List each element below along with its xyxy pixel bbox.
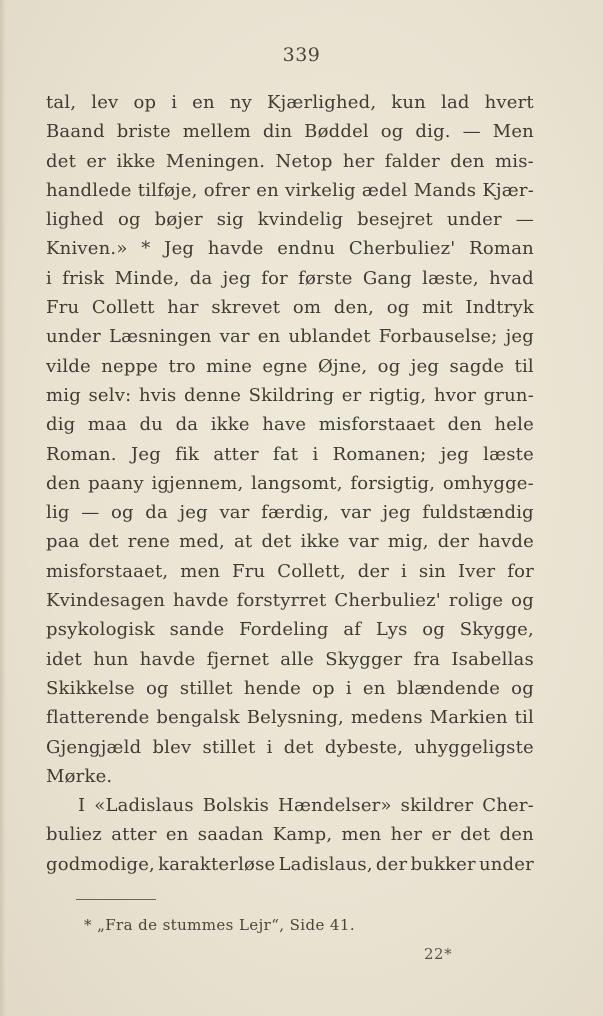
word: men xyxy=(341,824,382,846)
word: Kjær- xyxy=(482,179,534,201)
text-line xyxy=(46,557,534,586)
word: Mands xyxy=(413,179,477,201)
word: mellem xyxy=(182,121,251,143)
word: sande xyxy=(169,619,225,641)
word: grun- xyxy=(483,384,534,406)
word: forsigtig, xyxy=(350,472,436,494)
word: der xyxy=(375,853,408,875)
text-line xyxy=(46,381,534,410)
word: saadan xyxy=(197,824,264,846)
word: fra xyxy=(413,648,441,670)
word: Baand xyxy=(46,121,105,143)
word: blændende xyxy=(396,677,501,699)
word: bukker xyxy=(410,853,476,875)
word: det xyxy=(261,531,292,553)
word: hvad xyxy=(489,267,534,289)
word: i xyxy=(266,736,273,758)
word: den xyxy=(447,414,482,436)
word: Cher- xyxy=(482,795,534,817)
text-line xyxy=(46,469,534,498)
text-line xyxy=(46,703,534,732)
word: Isabellas xyxy=(451,648,534,670)
word: Markien xyxy=(429,707,508,729)
word: jeg xyxy=(179,502,208,524)
word: men xyxy=(180,560,221,582)
word: den xyxy=(499,824,534,846)
word: kun xyxy=(391,92,426,113)
text-line xyxy=(46,498,534,527)
word: din xyxy=(262,121,293,143)
word: uhyggeligste xyxy=(414,736,534,758)
word: at xyxy=(234,531,253,553)
footnote: * „Fra de stummes Lejr“, Side 41. xyxy=(84,916,355,934)
word: Roman xyxy=(469,238,534,260)
word: det xyxy=(88,531,119,553)
word: du xyxy=(139,414,164,436)
word: skildrer xyxy=(400,795,474,817)
word: Belysning, xyxy=(246,707,344,729)
word: alle xyxy=(280,648,314,670)
word: Iver xyxy=(458,560,496,582)
word: Roman. xyxy=(46,443,117,465)
word: Forbauselse; xyxy=(378,326,498,348)
word: briste xyxy=(116,121,171,143)
word: Skygge, xyxy=(459,619,534,641)
word: lad xyxy=(440,92,470,113)
word: Øjne, xyxy=(318,355,368,377)
word: jeg xyxy=(505,326,534,348)
word: første xyxy=(298,267,353,289)
word: en xyxy=(257,326,281,348)
word: flatterende xyxy=(46,707,150,729)
word: fik xyxy=(175,443,200,465)
page-binding-edge xyxy=(0,0,6,1016)
word: i xyxy=(312,443,319,465)
word: sagde xyxy=(449,355,505,377)
text-line xyxy=(46,293,534,322)
word: Læsningen xyxy=(109,326,212,348)
word: atter xyxy=(213,443,259,465)
word: sin xyxy=(418,560,447,582)
word: med, xyxy=(179,531,225,553)
word: Kamp, xyxy=(272,824,333,846)
word: læste xyxy=(483,443,534,465)
word: Collett xyxy=(91,297,155,319)
text-line xyxy=(46,674,534,703)
word: til xyxy=(514,707,534,729)
word: havde xyxy=(478,531,534,553)
word: stillet xyxy=(179,677,233,699)
word: psykologisk xyxy=(46,619,155,641)
word: Mørke. xyxy=(46,765,113,787)
word: det xyxy=(46,150,77,172)
word: op xyxy=(133,92,157,113)
word: det xyxy=(283,736,314,758)
word: under xyxy=(46,326,101,348)
word: Jeg xyxy=(164,238,195,260)
word: Romanen; xyxy=(332,443,427,465)
word: den xyxy=(450,150,485,172)
text-line xyxy=(46,820,534,849)
text-line xyxy=(46,205,534,234)
word: paany xyxy=(88,472,144,494)
word: omhygge- xyxy=(442,472,534,494)
word: Bøddel xyxy=(304,121,369,143)
word: besejret xyxy=(357,209,433,231)
word: og xyxy=(386,297,410,319)
word: Gang xyxy=(362,267,412,289)
word: ædel xyxy=(361,179,408,201)
word: op xyxy=(311,677,335,699)
word: egne xyxy=(262,355,308,377)
word: og xyxy=(380,121,404,143)
word: dig. xyxy=(415,121,451,143)
word: sig xyxy=(216,209,244,231)
word: Lys xyxy=(375,619,408,641)
word: — xyxy=(462,121,481,143)
word: er xyxy=(431,824,452,846)
word: jeg xyxy=(222,267,251,289)
word: Kniven.» xyxy=(46,238,128,260)
word: falder xyxy=(384,150,440,172)
word: i xyxy=(46,267,52,289)
word: har xyxy=(167,297,199,319)
word: idet xyxy=(46,648,82,670)
word: i xyxy=(171,92,178,113)
word: var xyxy=(340,502,371,524)
text-line xyxy=(46,88,534,117)
page-number: 339 xyxy=(282,44,321,66)
word: lig xyxy=(46,502,70,524)
word: «Ladislaus xyxy=(94,795,194,817)
word: en xyxy=(362,677,386,699)
word: selv: xyxy=(88,384,132,406)
text-line xyxy=(46,147,534,176)
word: dig xyxy=(46,414,76,436)
word: hele xyxy=(494,414,534,436)
word: Netop xyxy=(275,150,333,172)
word: Men xyxy=(492,121,534,143)
word: Hændelser» xyxy=(278,795,392,817)
word: tro xyxy=(168,355,196,377)
word: tal, xyxy=(46,92,77,113)
word: jeg xyxy=(410,355,440,377)
text-line xyxy=(46,762,534,791)
word: færdig, xyxy=(261,502,330,524)
word: jeg xyxy=(382,502,411,524)
word: fjernet xyxy=(206,648,270,670)
word: havde xyxy=(207,238,264,260)
word: bøjer xyxy=(154,209,203,231)
word: misforstaaet, xyxy=(46,560,169,582)
word: Kvindesagen xyxy=(46,590,166,612)
word: Ladislaus, xyxy=(278,853,373,875)
word: der xyxy=(357,560,390,582)
word: og xyxy=(117,209,141,231)
word: * xyxy=(141,238,151,260)
word: ikke xyxy=(116,150,156,172)
word: hvis xyxy=(138,384,177,406)
word: er xyxy=(86,150,107,172)
word: havde xyxy=(139,648,196,670)
word: dybeste, xyxy=(324,736,404,758)
word: hun xyxy=(93,648,129,670)
word: Fru xyxy=(232,560,266,582)
signature-mark: 22* xyxy=(424,945,453,963)
word: langsomt, xyxy=(251,472,343,494)
word: i xyxy=(401,560,407,582)
word: endnu xyxy=(277,238,336,260)
text-line xyxy=(46,264,534,293)
word: ikke xyxy=(210,414,250,436)
word: under xyxy=(446,209,502,231)
word: en xyxy=(256,179,279,201)
word: fuldstændig xyxy=(422,502,534,524)
word: lev xyxy=(91,92,119,113)
text-line xyxy=(46,117,534,146)
word: da xyxy=(189,267,213,289)
word: Gjengjæld xyxy=(46,736,142,758)
word: kvindelig xyxy=(257,209,344,231)
word: misforstaaet xyxy=(318,414,436,436)
word: — xyxy=(515,209,534,231)
word: da xyxy=(145,502,168,524)
word: Skygger xyxy=(325,648,403,670)
word: og xyxy=(511,590,534,612)
word: medens xyxy=(350,707,423,729)
word: var xyxy=(219,326,250,348)
word: rene xyxy=(127,531,171,553)
word: — xyxy=(81,502,100,524)
word: for xyxy=(507,560,534,582)
word: det xyxy=(460,824,491,846)
text-line xyxy=(46,733,534,762)
word: I xyxy=(78,795,86,817)
word: mine xyxy=(206,355,253,377)
word: blev xyxy=(152,736,192,758)
word: bengalsk xyxy=(156,707,240,729)
text-line xyxy=(46,527,534,556)
word: mig, xyxy=(387,531,429,553)
word: lighed xyxy=(46,209,105,231)
word: hvert xyxy=(484,92,534,113)
word: til xyxy=(514,355,534,377)
word: der xyxy=(437,531,470,553)
text-line xyxy=(46,645,534,674)
word: paa xyxy=(46,531,80,553)
word: er xyxy=(341,384,362,406)
word: rigtig, xyxy=(368,384,427,406)
word: Bolskis xyxy=(202,795,270,817)
word: den xyxy=(46,472,81,494)
word: en xyxy=(165,824,189,846)
word: frisk xyxy=(62,267,105,289)
word: og xyxy=(377,355,401,377)
word: og xyxy=(422,619,446,641)
text-line xyxy=(46,352,534,381)
word: under xyxy=(478,853,534,875)
word: Cherbuliez' xyxy=(348,238,456,260)
word: Collett, xyxy=(277,560,346,582)
word: skrevet xyxy=(211,297,281,319)
word: denne xyxy=(184,384,242,406)
word: her xyxy=(342,150,375,172)
word: ny xyxy=(229,92,252,113)
text-line xyxy=(46,234,534,263)
word: og xyxy=(511,677,534,699)
word: hende xyxy=(243,677,301,699)
word: ofrer xyxy=(203,179,251,201)
word: igjennem, xyxy=(151,472,244,494)
word: ublandet xyxy=(288,326,371,348)
word: mit xyxy=(422,297,453,319)
text-line xyxy=(46,850,534,879)
word: af xyxy=(343,619,362,641)
word: om xyxy=(292,297,322,319)
word: godmodige, xyxy=(46,853,155,875)
word: Fordeling xyxy=(239,619,329,641)
word: i xyxy=(345,677,352,699)
text-line xyxy=(46,176,534,205)
word: Fru xyxy=(46,297,80,319)
word: Skikkelse xyxy=(46,677,135,699)
body-text xyxy=(46,88,534,879)
text-line xyxy=(46,586,534,615)
word: ikke xyxy=(300,531,340,553)
word: Cherbuliez' xyxy=(334,590,441,612)
word: Meningen. xyxy=(165,150,266,172)
word: atter xyxy=(111,824,157,846)
word: var xyxy=(348,531,379,553)
word: Minde, xyxy=(114,267,180,289)
word: fat xyxy=(273,443,299,465)
word: buliez xyxy=(46,824,102,846)
text-line xyxy=(46,322,534,351)
word: mis- xyxy=(495,150,534,172)
word: jeg xyxy=(440,443,469,465)
word: Indtryk xyxy=(465,297,534,319)
word: mig xyxy=(46,384,81,406)
word: neppe xyxy=(101,355,159,377)
word: en xyxy=(192,92,215,113)
word: læste, xyxy=(422,267,479,289)
text-line xyxy=(46,440,534,469)
word: virkelig xyxy=(285,179,356,201)
word: karakterløse xyxy=(158,853,276,875)
word: her xyxy=(390,824,423,846)
word: havde xyxy=(173,590,229,612)
word: have xyxy=(262,414,307,436)
word: stillet xyxy=(202,736,256,758)
word: Skildring xyxy=(248,384,335,406)
word: tilføje, xyxy=(137,179,198,201)
word: hvor xyxy=(434,384,477,406)
word: handlede xyxy=(46,179,132,201)
word: maa xyxy=(87,414,128,436)
word: for xyxy=(261,267,288,289)
word: og xyxy=(110,502,134,524)
word: og xyxy=(145,677,169,699)
word: rolige xyxy=(448,590,504,612)
word: vilde xyxy=(46,355,91,377)
text-line xyxy=(46,410,534,439)
word: Kjærlighed, xyxy=(267,92,377,113)
word: var xyxy=(219,502,250,524)
word: Jeg xyxy=(130,443,161,465)
footnote-rule xyxy=(76,899,156,900)
word: den, xyxy=(333,297,375,319)
text-line xyxy=(46,615,534,644)
text-line xyxy=(46,791,534,820)
word: da xyxy=(175,414,199,436)
word: forstyrret xyxy=(236,590,327,612)
